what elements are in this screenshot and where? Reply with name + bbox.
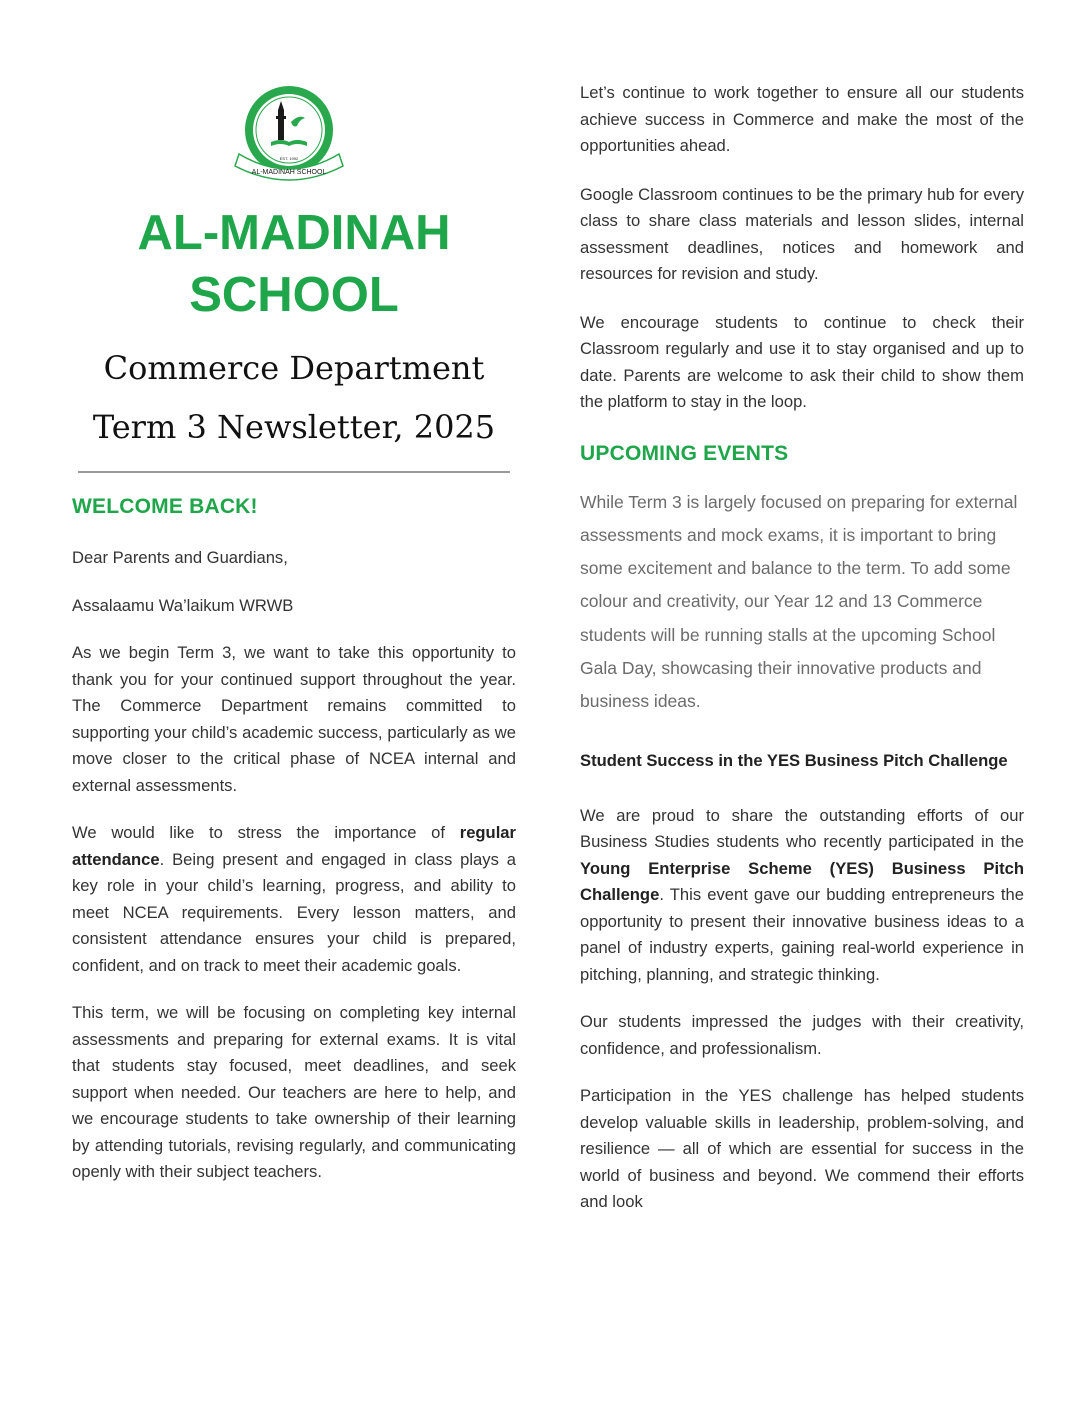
yes-paragraph [580, 803, 1024, 989]
svg-text:EST. 1992: EST. 1992 [279, 156, 299, 161]
school-crest-icon [229, 84, 349, 194]
right-column [580, 80, 1024, 1216]
svg-text:AL-MADINAH SCHOOL: AL-MADINAH SCHOOL [251, 169, 327, 176]
attendance-bold: regular attendance [72, 823, 516, 869]
newsletter-title: Term 3 Newsletter, 2025 [92, 408, 496, 446]
welcome-paragraph: As we begin Term 3, we want to take this opportunity to thank you for your continued support throughout the year. The Commerce Department remains committed to supporting your child’s academic success, particularly as we move closer to the critical phase of NCEA internal and external assessments. [72, 643, 516, 795]
participation-paragraph: Participation in the YES challenge has helped students develop valuable skills in leadership, problem-solving, and resilience — all of which are essential for success in the world of business and beyond. We commend their efforts and look [580, 1086, 1024, 1212]
school-name-line2: SCHOOL [189, 268, 399, 322]
divider [78, 471, 510, 473]
events-heading: UPCOMING EVENTS [580, 441, 789, 465]
school-name-line1: AL-MADINAH [137, 206, 451, 260]
yes-text-start: We are proud to share the outstanding efforts of our Business Studies students who recently participated in the [580, 805, 1024, 852]
salutation: Dear Parents and Guardians, [72, 548, 288, 567]
welcome-heading: WELCOME BACK! [72, 495, 258, 518]
judges-paragraph: Our students impressed the judges with their creativity, confidence, and professionalism. [580, 1012, 1024, 1058]
yes-bold: Young Enterprise Scheme (YES) Business Pitch Challenge [580, 858, 1024, 905]
yes-text-end: . This event gave our budding entrepreneurs the opportunity to present their innovative business ideas to a panel of industry experts, gaining real-world experience in pitching, planning, and strategic thinking. [580, 885, 1024, 984]
greeting: Assalaamu Wa’laikum WRWB [72, 595, 294, 615]
check-classroom-paragraph: We encourage students to continue to check their Classroom regularly and use it to stay organised and up to date. Parents are welcome to ask their child to show them the platform to stay in the loop. [580, 312, 1024, 411]
attendance-text-start: We would like to stress the importance of [72, 823, 460, 842]
attendance-paragraph [72, 820, 516, 979]
school-name [72, 202, 516, 326]
google-classroom-paragraph: Google Classroom continues to be the primary hub for every class to share class materials and lesson slides, internal assessment deadlines, notices and homework and resources for revision and study. [580, 184, 1024, 283]
school-logo [229, 84, 349, 194]
left-column [72, 84, 516, 1186]
focus-paragraph: This term, we will be focusing on completing key internal assessments and preparing for external exams. It is vital that students stay focused, meet deadlines, and seek support when needed. Our teachers are here to help, and we encourage students to take ownership of their learning by attending tutorials, revising regularly, and communicating openly with their subject teachers. [72, 1003, 516, 1181]
attendance-text-end: . Being present and engaged in class plays a key role in your child’s learning, progress, and ability to meet NCEA requirements. Every lesson matters, and consistent attendance ensures your child is prepared, confident, and on track to meet their academic goals. [72, 849, 516, 975]
department-title: Commerce Department [103, 349, 485, 387]
work-together-paragraph: Let’s continue to work together to ensure all our students achieve success in Commerce and make the most of the opportunities ahead. [580, 83, 1024, 155]
yes-subheading: Student Success in the YES Business Pitch Challenge [580, 750, 1008, 770]
events-paragraph: While Term 3 is largely focused on preparing for external assessments and mock exams, it is important to bring some excitement and balance to the term. To add some colour and creativity, our Year 12 and 13 Commerce students will be running stalls at the upcoming School Gala Day, showcasing their innovative products and business ideas. [580, 491, 1018, 712]
